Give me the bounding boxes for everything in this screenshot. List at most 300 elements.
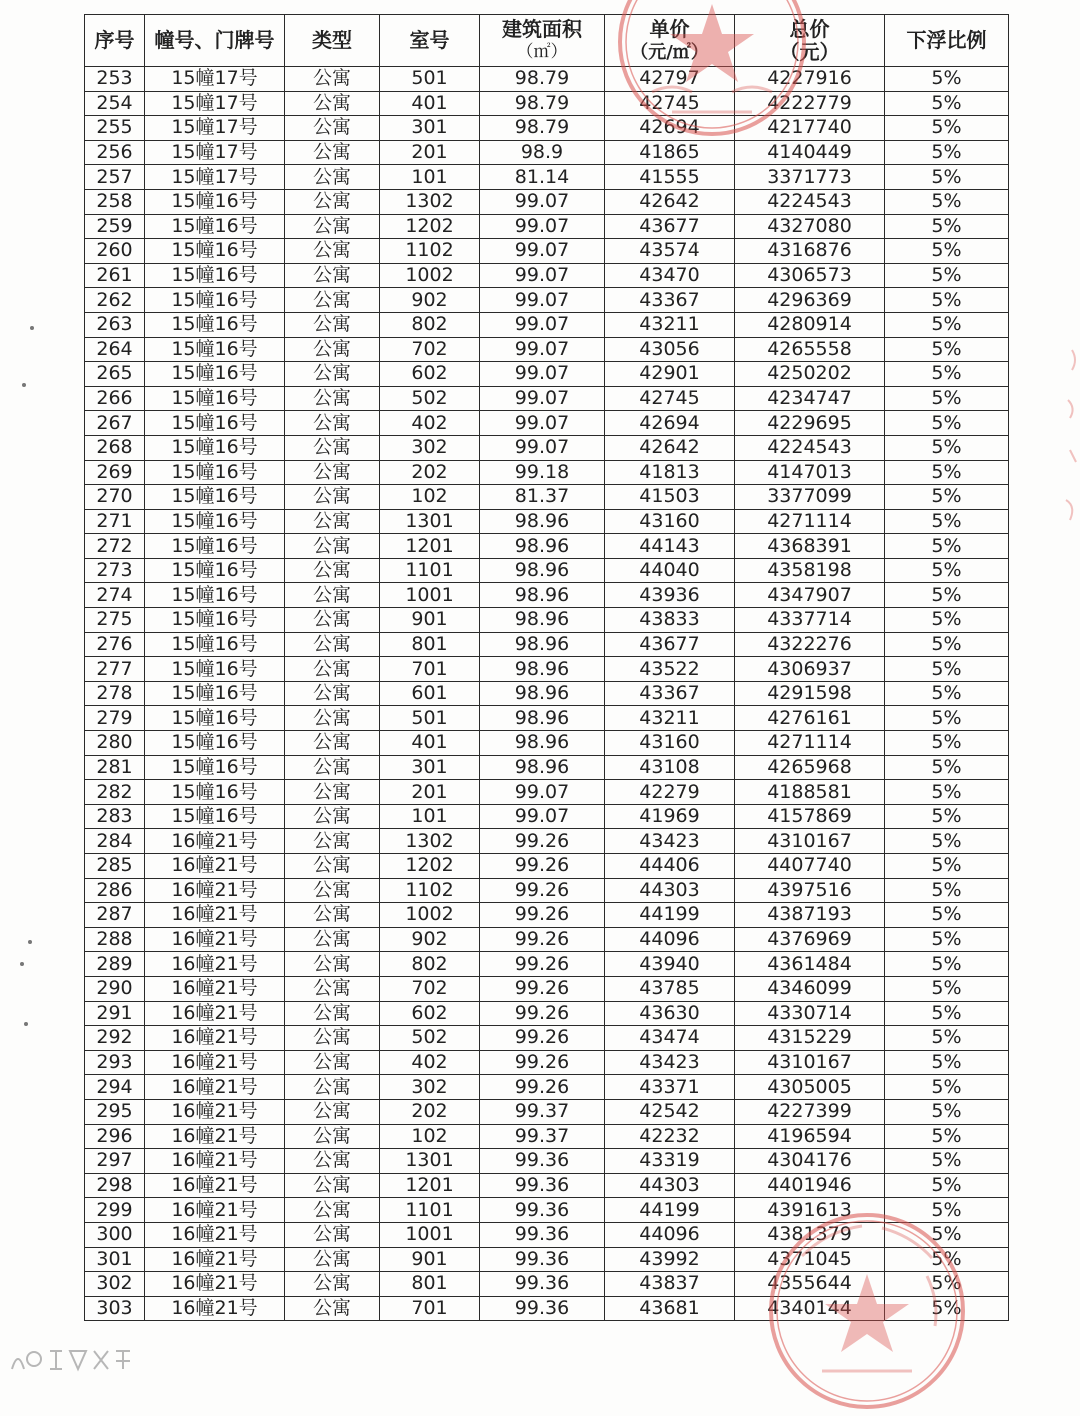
- float-ratio-cell: 5%: [885, 1001, 1009, 1026]
- float-ratio-cell: 5%: [885, 854, 1009, 879]
- seq-cell: 280: [85, 731, 145, 756]
- table-row: [85, 1124, 1009, 1149]
- area-cell: 99.36: [480, 1272, 605, 1297]
- seq-cell: 269: [85, 460, 145, 485]
- building-cell: 15幢16号: [145, 657, 285, 682]
- float-ratio-cell: 5%: [885, 1149, 1009, 1174]
- building-cell: 15幢16号: [145, 632, 285, 657]
- seq-cell: 287: [85, 903, 145, 928]
- area-cell: 98.96: [480, 706, 605, 731]
- building-cell: 15幢16号: [145, 534, 285, 559]
- type-cell: 公寓: [285, 1272, 380, 1297]
- area-cell: 99.26: [480, 927, 605, 952]
- total-price-cell: 4407740: [735, 854, 885, 879]
- area-cell: 99.07: [480, 780, 605, 805]
- total-price-cell: 4381379: [735, 1222, 885, 1247]
- unit-price-cell: 43367: [605, 288, 735, 313]
- float-ratio-cell: 5%: [885, 878, 1009, 903]
- room-cell: 102: [380, 485, 480, 510]
- total-price-cell: 4222779: [735, 91, 885, 116]
- float-ratio-cell: 5%: [885, 903, 1009, 928]
- type-cell: 公寓: [285, 1198, 380, 1223]
- unit-price-cell: 44303: [605, 878, 735, 903]
- float-ratio-cell: 5%: [885, 657, 1009, 682]
- total-price-cell: 4271114: [735, 731, 885, 756]
- unit-price-cell: 41865: [605, 140, 735, 165]
- unit-price-cell: 43833: [605, 608, 735, 633]
- type-cell: 公寓: [285, 1247, 380, 1272]
- total-price-cell: 4291598: [735, 681, 885, 706]
- type-cell: 公寓: [285, 952, 380, 977]
- float-ratio-cell: 5%: [885, 927, 1009, 952]
- unit-price-cell: 43108: [605, 755, 735, 780]
- header-unit-price: [605, 15, 735, 67]
- type-cell: 公寓: [285, 485, 380, 510]
- float-ratio-cell: 5%: [885, 1198, 1009, 1223]
- seq-cell: 294: [85, 1075, 145, 1100]
- seq-cell: 268: [85, 435, 145, 460]
- total-price-cell: 4296369: [735, 288, 885, 313]
- seq-cell: 303: [85, 1296, 145, 1321]
- building-cell: 16幢21号: [145, 1198, 285, 1223]
- room-cell: 802: [380, 952, 480, 977]
- float-ratio-cell: 5%: [885, 1124, 1009, 1149]
- room-cell: 301: [380, 755, 480, 780]
- type-cell: 公寓: [285, 927, 380, 952]
- table-row: [85, 460, 1009, 485]
- building-cell: 15幢16号: [145, 435, 285, 460]
- type-cell: 公寓: [285, 239, 380, 264]
- float-ratio-cell: 5%: [885, 1099, 1009, 1124]
- float-ratio-cell: 5%: [885, 485, 1009, 510]
- building-cell: 15幢17号: [145, 67, 285, 92]
- table-row: [85, 362, 1009, 387]
- building-cell: 16幢21号: [145, 1247, 285, 1272]
- room-cell: 1102: [380, 239, 480, 264]
- room-cell: 1201: [380, 1173, 480, 1198]
- type-cell: 公寓: [285, 681, 380, 706]
- area-cell: 99.07: [480, 386, 605, 411]
- float-ratio-cell: 5%: [885, 952, 1009, 977]
- unit-price-cell: 43160: [605, 731, 735, 756]
- float-ratio-cell: 5%: [885, 435, 1009, 460]
- total-price-cell: 4315229: [735, 1026, 885, 1051]
- building-cell: 15幢17号: [145, 91, 285, 116]
- building-cell: 15幢16号: [145, 288, 285, 313]
- total-price-cell: 4229695: [735, 411, 885, 436]
- float-ratio-cell: 5%: [885, 362, 1009, 387]
- room-cell: 1002: [380, 263, 480, 288]
- building-cell: 15幢16号: [145, 485, 285, 510]
- building-cell: 15幢16号: [145, 583, 285, 608]
- header-float-ratio: 下浮比例: [885, 15, 1009, 67]
- room-cell: 1302: [380, 189, 480, 214]
- building-cell: 16幢21号: [145, 903, 285, 928]
- area-cell: 99.36: [480, 1173, 605, 1198]
- seq-cell: 277: [85, 657, 145, 682]
- room-cell: 801: [380, 632, 480, 657]
- float-ratio-cell: 5%: [885, 337, 1009, 362]
- table-body: [85, 67, 1009, 1321]
- total-price-cell: 4305005: [735, 1075, 885, 1100]
- table-row: [85, 780, 1009, 805]
- type-cell: 公寓: [285, 140, 380, 165]
- area-cell: 98.79: [480, 67, 605, 92]
- unit-price-cell: 44096: [605, 927, 735, 952]
- unit-price-cell: 42542: [605, 1099, 735, 1124]
- room-cell: 602: [380, 1001, 480, 1026]
- room-cell: 401: [380, 731, 480, 756]
- room-cell: 302: [380, 1075, 480, 1100]
- unit-price-cell: 42232: [605, 1124, 735, 1149]
- float-ratio-cell: 5%: [885, 1173, 1009, 1198]
- total-price-cell: 4361484: [735, 952, 885, 977]
- building-cell: 16幢21号: [145, 1099, 285, 1124]
- float-ratio-cell: 5%: [885, 1026, 1009, 1051]
- seq-cell: 282: [85, 780, 145, 805]
- area-cell: 99.36: [480, 1222, 605, 1247]
- unit-price-cell: 43785: [605, 976, 735, 1001]
- area-cell: 99.07: [480, 312, 605, 337]
- float-ratio-cell: 5%: [885, 189, 1009, 214]
- float-ratio-cell: 5%: [885, 1272, 1009, 1297]
- type-cell: 公寓: [285, 755, 380, 780]
- table-row: [85, 263, 1009, 288]
- total-price-cell: 4306937: [735, 657, 885, 682]
- type-cell: 公寓: [285, 804, 380, 829]
- room-cell: 302: [380, 435, 480, 460]
- area-cell: 98.96: [480, 509, 605, 534]
- table-row: [85, 927, 1009, 952]
- area-cell: 98.96: [480, 608, 605, 633]
- seq-cell: 279: [85, 706, 145, 731]
- seq-cell: 257: [85, 165, 145, 190]
- room-cell: 1202: [380, 854, 480, 879]
- table-row: [85, 534, 1009, 559]
- room-cell: 202: [380, 1099, 480, 1124]
- float-ratio-cell: 5%: [885, 731, 1009, 756]
- building-cell: 16幢21号: [145, 952, 285, 977]
- seq-cell: 299: [85, 1198, 145, 1223]
- total-price-cell: 4227399: [735, 1099, 885, 1124]
- seq-cell: 300: [85, 1222, 145, 1247]
- unit-price-cell: 43211: [605, 706, 735, 731]
- total-price-cell: 4346099: [735, 976, 885, 1001]
- table-row: [85, 1296, 1009, 1321]
- total-price-cell: 4368391: [735, 534, 885, 559]
- type-cell: 公寓: [285, 337, 380, 362]
- room-cell: 202: [380, 460, 480, 485]
- total-price-cell: 4340144: [735, 1296, 885, 1321]
- building-cell: 16幢21号: [145, 1296, 285, 1321]
- table-row: [85, 435, 1009, 460]
- unit-price-cell: 41969: [605, 804, 735, 829]
- type-cell: 公寓: [285, 116, 380, 141]
- room-cell: 101: [380, 165, 480, 190]
- area-cell: 98.96: [480, 731, 605, 756]
- table-row: [85, 288, 1009, 313]
- building-cell: 16幢21号: [145, 878, 285, 903]
- building-cell: 15幢16号: [145, 189, 285, 214]
- building-cell: 15幢16号: [145, 681, 285, 706]
- type-cell: 公寓: [285, 1075, 380, 1100]
- table-row: [85, 706, 1009, 731]
- total-price-cell: 4310167: [735, 1050, 885, 1075]
- seq-cell: 272: [85, 534, 145, 559]
- seq-cell: 283: [85, 804, 145, 829]
- seq-cell: 260: [85, 239, 145, 264]
- seq-cell: 295: [85, 1099, 145, 1124]
- building-cell: 16幢21号: [145, 927, 285, 952]
- seq-cell: 289: [85, 952, 145, 977]
- room-cell: 802: [380, 312, 480, 337]
- table-row: [85, 583, 1009, 608]
- building-cell: 15幢16号: [145, 509, 285, 534]
- float-ratio-cell: 5%: [885, 1075, 1009, 1100]
- room-cell: 1001: [380, 583, 480, 608]
- room-cell: 701: [380, 1296, 480, 1321]
- table-row: [85, 952, 1009, 977]
- total-price-cell: 4250202: [735, 362, 885, 387]
- building-cell: 15幢16号: [145, 214, 285, 239]
- type-cell: 公寓: [285, 903, 380, 928]
- table-row: [85, 854, 1009, 879]
- type-cell: 公寓: [285, 1026, 380, 1051]
- seq-cell: 281: [85, 755, 145, 780]
- unit-price-cell: 42642: [605, 435, 735, 460]
- seq-cell: 298: [85, 1173, 145, 1198]
- room-cell: 101: [380, 804, 480, 829]
- unit-price-cell: 42694: [605, 411, 735, 436]
- watermark-logo-icon: [4, 1342, 154, 1376]
- header-room: 室号: [380, 15, 480, 67]
- float-ratio-cell: 5%: [885, 214, 1009, 239]
- area-cell: 98.79: [480, 91, 605, 116]
- building-cell: 16幢21号: [145, 1149, 285, 1174]
- total-price-cell: 4271114: [735, 509, 885, 534]
- table-row: [85, 1198, 1009, 1223]
- float-ratio-cell: 5%: [885, 706, 1009, 731]
- building-cell: 16幢21号: [145, 1026, 285, 1051]
- total-price-cell: 4234747: [735, 386, 885, 411]
- total-price-cell: 4276161: [735, 706, 885, 731]
- area-cell: 99.26: [480, 878, 605, 903]
- type-cell: 公寓: [285, 558, 380, 583]
- unit-price-cell: 43677: [605, 214, 735, 239]
- float-ratio-cell: 5%: [885, 534, 1009, 559]
- type-cell: 公寓: [285, 362, 380, 387]
- building-cell: 15幢16号: [145, 239, 285, 264]
- header-area-line1: 建筑面积: [502, 16, 582, 41]
- unit-price-cell: 44199: [605, 903, 735, 928]
- total-price-cell: 4327080: [735, 214, 885, 239]
- header-type: 类型: [285, 15, 380, 67]
- room-cell: 1301: [380, 1149, 480, 1174]
- building-cell: 15幢16号: [145, 337, 285, 362]
- unit-price-cell: 43574: [605, 239, 735, 264]
- seq-cell: 270: [85, 485, 145, 510]
- type-cell: 公寓: [285, 657, 380, 682]
- total-price-cell: 4316876: [735, 239, 885, 264]
- table-row: [85, 657, 1009, 682]
- area-cell: 99.36: [480, 1296, 605, 1321]
- seq-cell: 296: [85, 1124, 145, 1149]
- header-building: 幢号、门牌号: [145, 15, 285, 67]
- table-row: [85, 1173, 1009, 1198]
- area-cell: 99.07: [480, 239, 605, 264]
- float-ratio-cell: 5%: [885, 681, 1009, 706]
- table-row: [85, 116, 1009, 141]
- unit-price-cell: 43319: [605, 1149, 735, 1174]
- building-cell: 15幢17号: [145, 165, 285, 190]
- building-cell: 15幢16号: [145, 460, 285, 485]
- table-row: [85, 1050, 1009, 1075]
- area-cell: 98.96: [480, 681, 605, 706]
- area-cell: 99.07: [480, 288, 605, 313]
- float-ratio-cell: 5%: [885, 263, 1009, 288]
- unit-price-cell: 42694: [605, 116, 735, 141]
- area-cell: 99.36: [480, 1247, 605, 1272]
- unit-price-cell: 43211: [605, 312, 735, 337]
- total-price-cell: 4224543: [735, 435, 885, 460]
- type-cell: 公寓: [285, 1050, 380, 1075]
- seq-cell: 253: [85, 67, 145, 92]
- unit-price-cell: 43423: [605, 829, 735, 854]
- type-cell: 公寓: [285, 534, 380, 559]
- unit-price-cell: 43936: [605, 583, 735, 608]
- float-ratio-cell: 5%: [885, 165, 1009, 190]
- seq-cell: 302: [85, 1272, 145, 1297]
- type-cell: 公寓: [285, 1099, 380, 1124]
- table-row: [85, 829, 1009, 854]
- table-row: [85, 509, 1009, 534]
- seq-cell: 293: [85, 1050, 145, 1075]
- seq-cell: 288: [85, 927, 145, 952]
- total-price-cell: 4227916: [735, 67, 885, 92]
- building-cell: 15幢16号: [145, 411, 285, 436]
- area-cell: 99.07: [480, 362, 605, 387]
- seq-cell: 285: [85, 854, 145, 879]
- table-row: [85, 632, 1009, 657]
- table-row: [85, 485, 1009, 510]
- total-price-cell: 4147013: [735, 460, 885, 485]
- room-cell: 502: [380, 1026, 480, 1051]
- area-cell: 81.14: [480, 165, 605, 190]
- table-row: [85, 165, 1009, 190]
- unit-price-cell: 44143: [605, 534, 735, 559]
- float-ratio-cell: 5%: [885, 140, 1009, 165]
- float-ratio-cell: 5%: [885, 386, 1009, 411]
- type-cell: 公寓: [285, 460, 380, 485]
- float-ratio-cell: 5%: [885, 460, 1009, 485]
- table-row: [85, 681, 1009, 706]
- seq-cell: 273: [85, 558, 145, 583]
- unit-price-cell: 43423: [605, 1050, 735, 1075]
- seq-cell: 275: [85, 608, 145, 633]
- building-cell: 16幢21号: [145, 1124, 285, 1149]
- float-ratio-cell: 5%: [885, 804, 1009, 829]
- area-cell: 99.37: [480, 1099, 605, 1124]
- seq-cell: 297: [85, 1149, 145, 1174]
- total-price-cell: 4347907: [735, 583, 885, 608]
- building-cell: 15幢16号: [145, 608, 285, 633]
- header-unit-line2: （元/㎡）: [630, 41, 709, 63]
- area-cell: 98.96: [480, 534, 605, 559]
- area-cell: 99.07: [480, 189, 605, 214]
- building-cell: 16幢21号: [145, 1050, 285, 1075]
- type-cell: 公寓: [285, 1124, 380, 1149]
- seq-cell: 278: [85, 681, 145, 706]
- table-row: [85, 878, 1009, 903]
- area-cell: 99.26: [480, 1026, 605, 1051]
- seq-cell: 284: [85, 829, 145, 854]
- type-cell: 公寓: [285, 854, 380, 879]
- total-price-cell: 4196594: [735, 1124, 885, 1149]
- type-cell: 公寓: [285, 386, 380, 411]
- room-cell: 701: [380, 657, 480, 682]
- float-ratio-cell: 5%: [885, 239, 1009, 264]
- type-cell: 公寓: [285, 1001, 380, 1026]
- building-cell: 16幢21号: [145, 976, 285, 1001]
- table-row: [85, 804, 1009, 829]
- building-cell: 15幢16号: [145, 780, 285, 805]
- type-cell: 公寓: [285, 1149, 380, 1174]
- table-row: [85, 214, 1009, 239]
- total-price-cell: 4358198: [735, 558, 885, 583]
- area-cell: 99.36: [480, 1198, 605, 1223]
- header-area-line2: （㎡）: [516, 41, 568, 62]
- seq-cell: 255: [85, 116, 145, 141]
- total-price-cell: 4387193: [735, 903, 885, 928]
- seq-cell: 264: [85, 337, 145, 362]
- building-cell: 16幢21号: [145, 1001, 285, 1026]
- area-cell: 98.96: [480, 755, 605, 780]
- type-cell: 公寓: [285, 731, 380, 756]
- total-price-cell: 3371773: [735, 165, 885, 190]
- float-ratio-cell: 5%: [885, 1050, 1009, 1075]
- total-price-cell: 4217740: [735, 116, 885, 141]
- room-cell: 1102: [380, 878, 480, 903]
- building-cell: 15幢16号: [145, 706, 285, 731]
- room-cell: 601: [380, 681, 480, 706]
- total-price-cell: 4157869: [735, 804, 885, 829]
- seq-cell: 274: [85, 583, 145, 608]
- total-price-cell: 4376969: [735, 927, 885, 952]
- float-ratio-cell: 5%: [885, 116, 1009, 141]
- unit-price-cell: 44303: [605, 1173, 735, 1198]
- header-area: [480, 15, 605, 67]
- unit-price-cell: 43677: [605, 632, 735, 657]
- type-cell: 公寓: [285, 165, 380, 190]
- area-cell: 98.96: [480, 583, 605, 608]
- seq-cell: 266: [85, 386, 145, 411]
- room-cell: 301: [380, 116, 480, 141]
- unit-price-cell: 43160: [605, 509, 735, 534]
- float-ratio-cell: 5%: [885, 411, 1009, 436]
- room-cell: 1001: [380, 1222, 480, 1247]
- type-cell: 公寓: [285, 411, 380, 436]
- total-price-cell: 4330714: [735, 1001, 885, 1026]
- unit-price-cell: 41555: [605, 165, 735, 190]
- float-ratio-cell: 5%: [885, 583, 1009, 608]
- room-cell: 102: [380, 1124, 480, 1149]
- room-cell: 902: [380, 288, 480, 313]
- area-cell: 98.96: [480, 657, 605, 682]
- header-total-line1: 总价: [789, 16, 830, 41]
- table-row: [85, 91, 1009, 116]
- total-price-cell: 4140449: [735, 140, 885, 165]
- table-row: [85, 312, 1009, 337]
